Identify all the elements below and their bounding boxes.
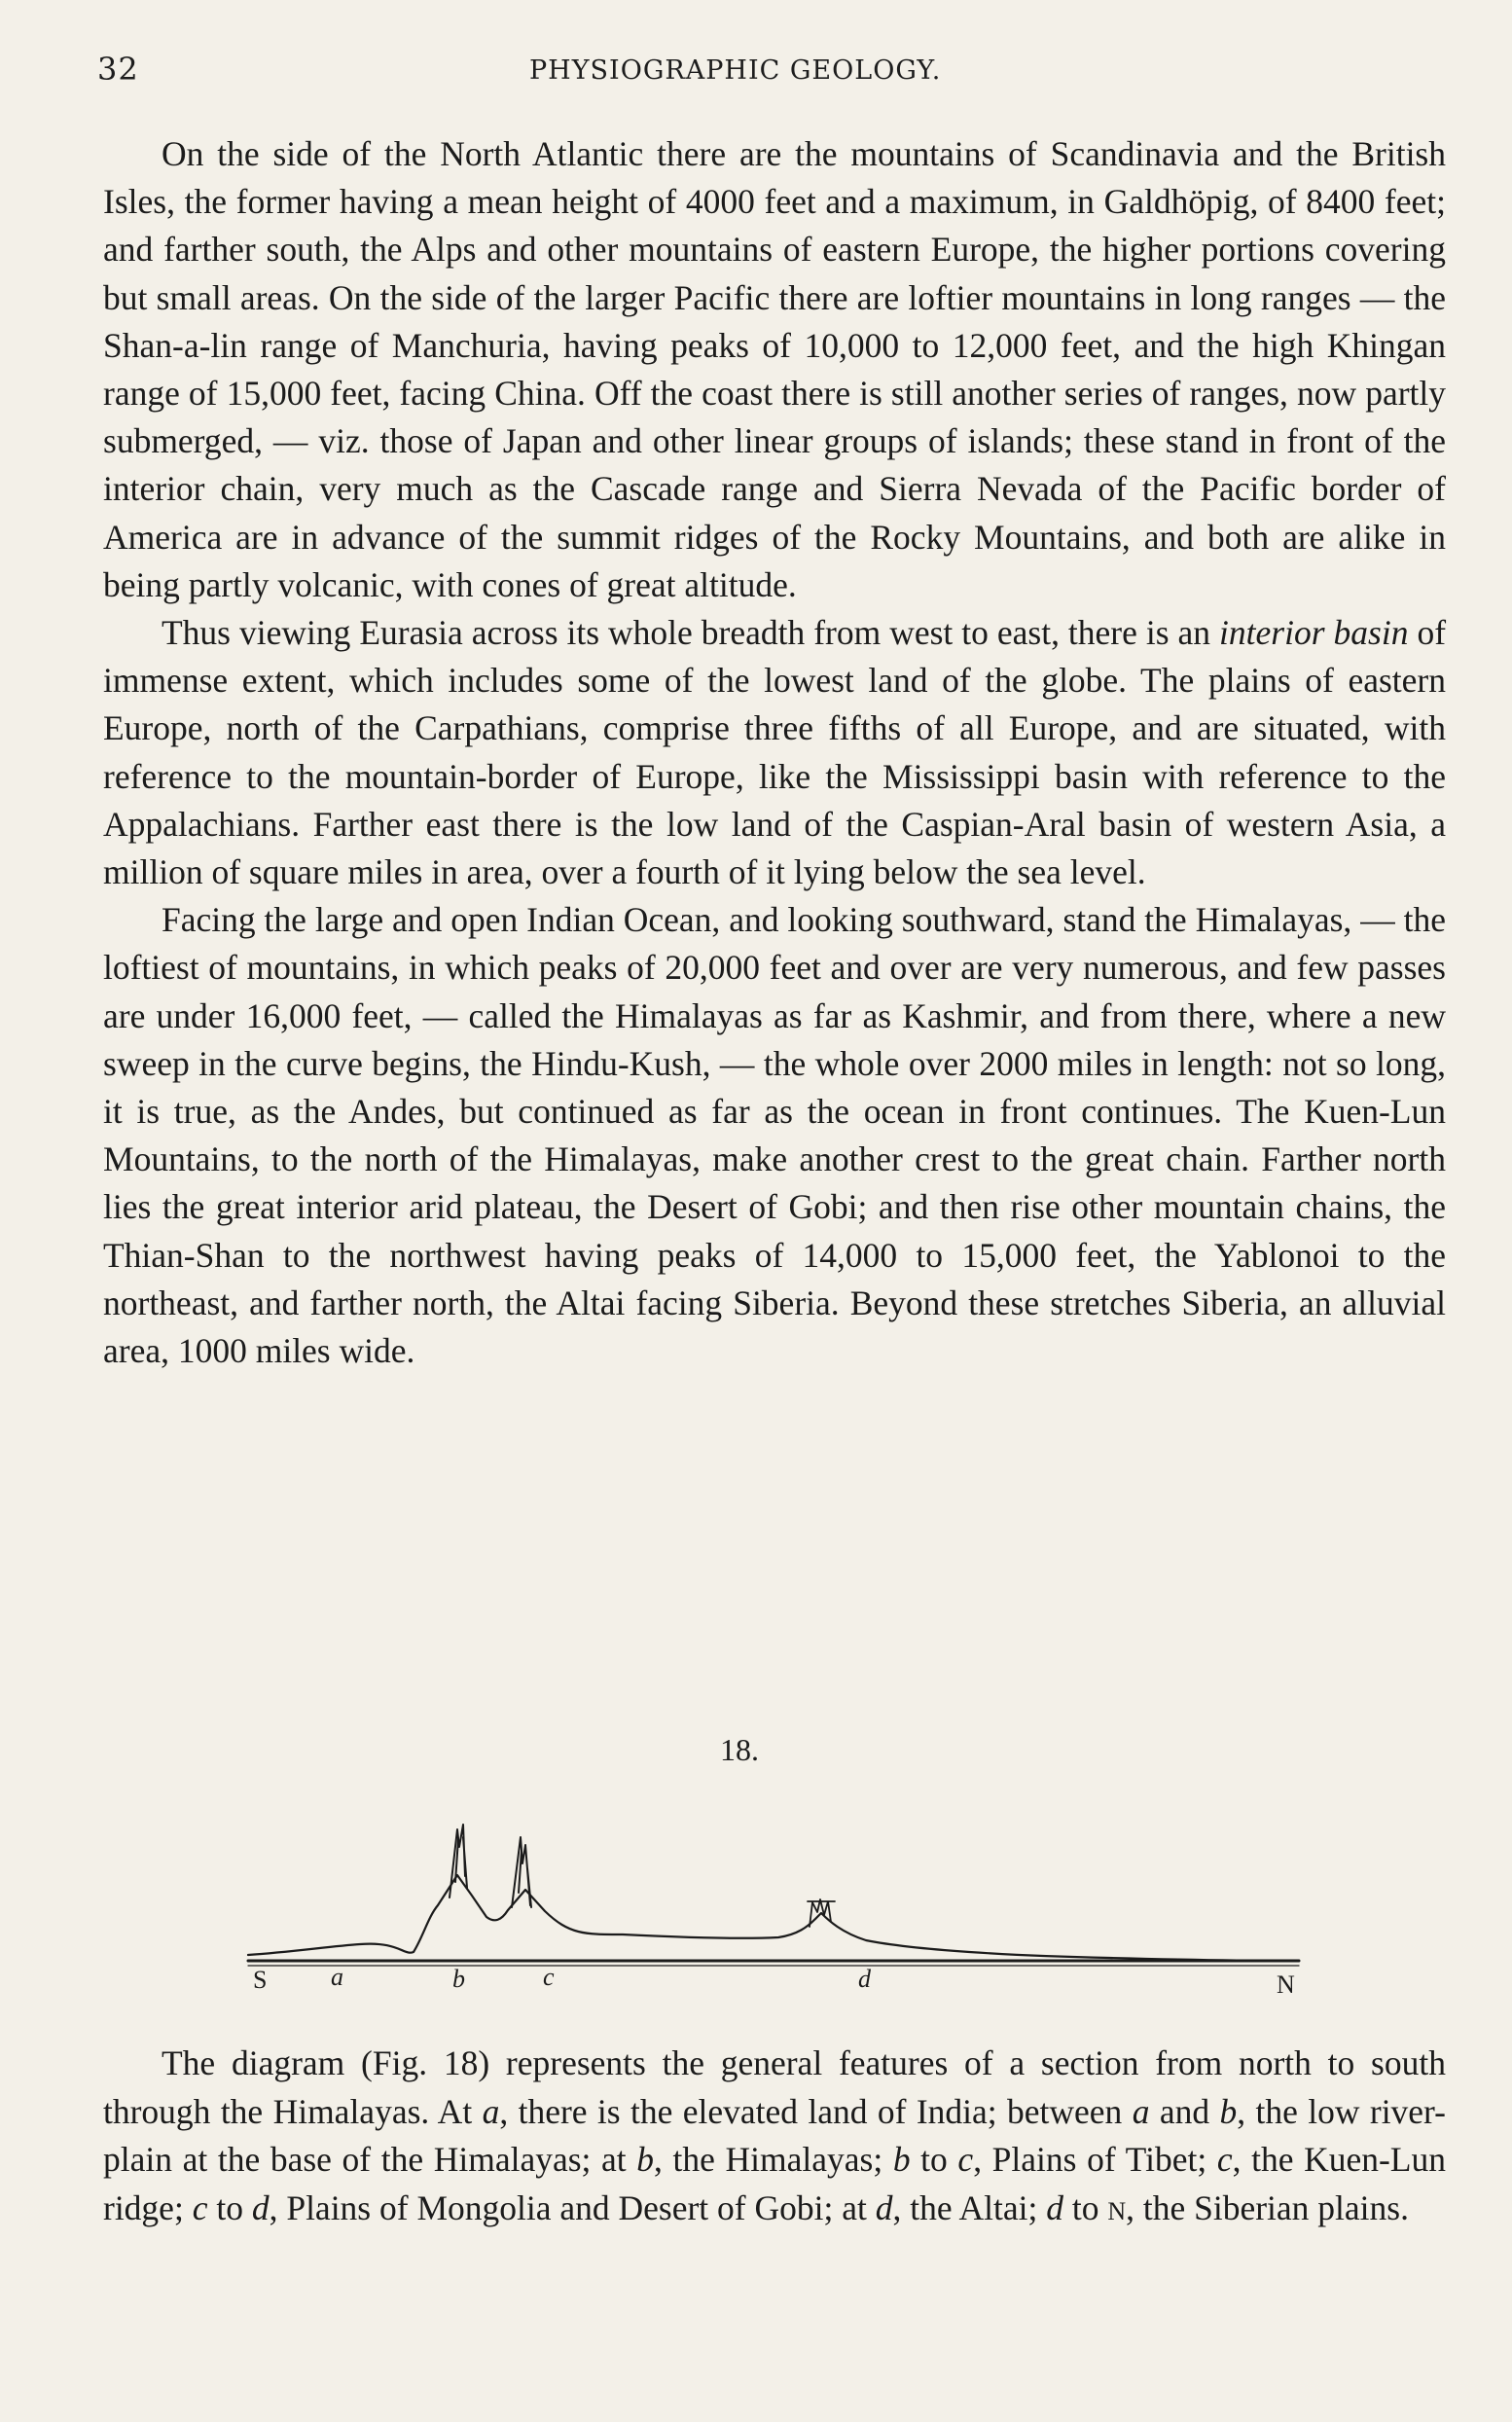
caption-italic-letter: c (957, 2140, 974, 2179)
caption-text: , Plains of Mongolia and Desert of Gobi; at (269, 2187, 876, 2227)
paragraph-interior-basin (103, 609, 1446, 896)
caption-text: N (1107, 2196, 1127, 2225)
caption-text: to (910, 2140, 958, 2179)
caption-italic-letter: a (482, 2091, 500, 2131)
page-header (97, 51, 1459, 90)
caption-italic-letter: b (892, 2140, 911, 2179)
label-S: S (253, 1966, 268, 1994)
terrain-profile (248, 1875, 1299, 1961)
figure-number: 18. (720, 1732, 759, 1767)
caption-italic-letter: c (1216, 2140, 1233, 2179)
caption-text: to (207, 2187, 252, 2227)
kuen-lun-peak-strokes (512, 1837, 531, 1907)
paragraph-himalayas: Facing the large and open Indian Ocean, and looking southward, stand the Himalayas, — the loftiest of mountains, in which peaks of 20,000 feet and over are very numerous, and few passes are under 16,000 feet, — called the Himalayas as far as Kashmir, and from there, where a new sweep in the curve begins, the Hindu-Kush, — the whole over 2000 miles in length: not so long, it is true, as the Andes, but continued as far as the ocean in front continues. The Kuen-Lun Mountains, to the north of the Himalayas, make another crest to the great chain. Farther north lies the great interior arid plateau, the Desert of Gobi; and then rise other mountain chains, the Thian-Shan to the northwest having peaks of 14,000 to 15,000 feet, the Yablonoi to the northeast, and farther north, the Altai facing Siberia. Beyond these stretches Siberia, an alluvial area, 1000 miles wide. (103, 900, 1446, 1371)
caption-text: , the Altai; (892, 2187, 1047, 2227)
figure-18 (234, 1732, 1323, 2024)
body-text (103, 130, 1446, 1375)
caption-text: and (1149, 2091, 1220, 2131)
caption-italic-letter: c (192, 2187, 208, 2227)
label-a: a (331, 1963, 343, 1991)
emphasis-interior-basin: interior basin (1219, 613, 1409, 653)
paragraph-north-atlantic: On the side of the North Atlantic there are the mountains of Scandinavia and the British Isles, the former having a mean height of 4000 feet and a maximum, in Galdhöpig, of 8400 feet; and farther south, the Alps and other mountains of eastern Europe, the higher portions covering but small areas. On the side of the larger Pacific there are loftier mountains in long ranges — the Shan-a-lin range of Manchuria, having peaks of 10,000 to 12,000 feet, and the high Khingan range of 15,000 feet, facing China. Off the coast there is still another series of ranges, now partly submerged, — viz. those of Japan and other linear groups of islands; these stand in front of the interior chain, very much as the Cascade range and Sierra Nevada of the Pacific border of America are in advance of the summit ridges of the Rocky Mountains, and both are alike in being partly volcanic, with cones of great altitude. (103, 134, 1446, 604)
caption-italic-letter: d (1046, 2187, 1063, 2227)
caption-text: , the low river-plain at the base of the Himalayas; at (103, 2091, 1446, 2179)
figure-caption (103, 2040, 1446, 2235)
caption-italic-letter: b (1219, 2091, 1238, 2131)
label-N: N (1277, 1970, 1295, 1999)
caption-text: , Plains of Tibet; (973, 2140, 1217, 2179)
section-diagram (234, 1781, 1323, 2014)
page-number: 32 (97, 51, 139, 88)
paragraph-text: of immense extent, which includes some of the lowest land of the globe. The plains of eastern Europe, north of the Carpathians, comprise three fifths of all Europe, and are situated, with reference to the mountain-border of Europe, like the Mississippi basin with reference to the Appalachians. Farther east there is the low land of the Caspian-Aral basin of western Asia, a million of square miles in area, over a fourth of it lying below the sea level. (103, 613, 1447, 892)
caption-italic-letter: a (1132, 2091, 1150, 2131)
caption-italic-letter: d (251, 2187, 270, 2227)
caption-paragraph (103, 2040, 1446, 2235)
caption-text: , the Kuen-Lun ridge; (103, 2140, 1446, 2227)
caption-italic-letter: d (875, 2187, 893, 2227)
caption-text: , the Siberian plains. (1126, 2187, 1409, 2227)
caption-italic-letter: b (636, 2140, 655, 2179)
caption-text: The diagram (Fig. 18) represents the general features of a section from north to south through the Himalayas. At (103, 2043, 1446, 2131)
paragraph-text: Thus viewing Eurasia across its whole breadth from west to east, there is an (162, 613, 1220, 653)
label-d: d (858, 1965, 871, 1993)
caption-text: , there is the elevated land of India; between (499, 2091, 1133, 2131)
label-b: b (452, 1965, 465, 1993)
label-c: c (543, 1963, 555, 1991)
caption-text: to (1062, 2187, 1108, 2227)
caption-text: , the Himalayas; (654, 2140, 893, 2179)
running-head: PHYSIOGRAPHIC GEOLOGY. (529, 55, 942, 86)
